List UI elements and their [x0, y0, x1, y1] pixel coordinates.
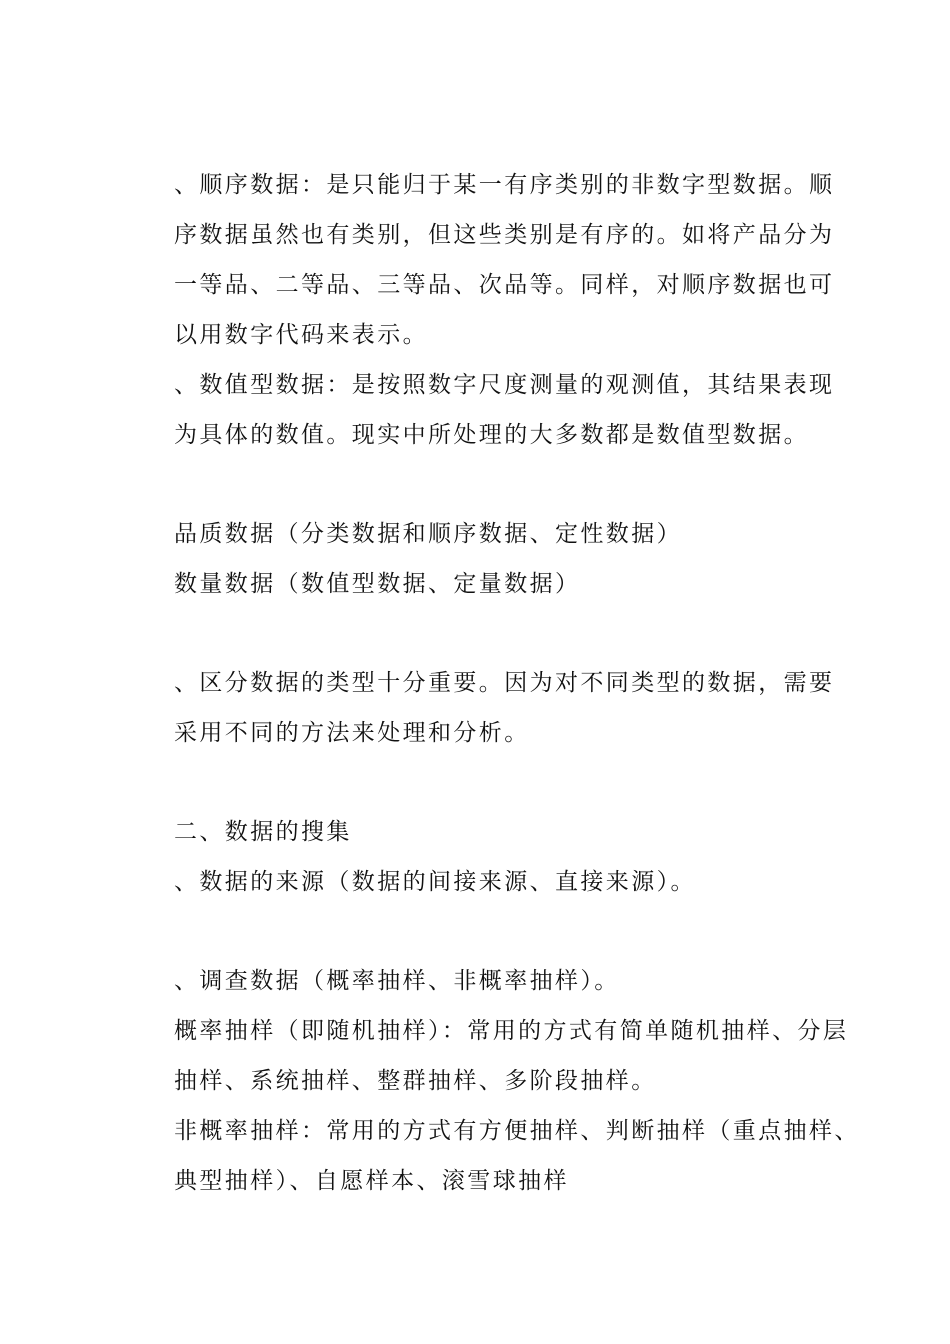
nonprobability-sampling-line-2: 典型抽样）、自愿样本、滚雪球抽样: [174, 1168, 569, 1194]
quantity-data-line: 数量数据（数值型数据、定量数据）: [174, 571, 581, 597]
numeric-data-line-1: 、数值型数据：是按照数字尺度测量的观测值，其结果表现: [174, 372, 835, 398]
ordinal-data-line-1: 、顺序数据：是只能归于某一有序类别的非数字型数据。顺: [174, 172, 835, 198]
probability-sampling-line-2: 抽样、系统抽样、整群抽样、多阶段抽样。: [174, 1068, 657, 1094]
ordinal-data-line-3: 一等品、二等品、三等品、次品等。同样，对顺序数据也可: [174, 272, 835, 298]
probability-sampling-line-1: 概率抽样（即随机抽样）：常用的方式有简单随机抽样、分层: [174, 1018, 849, 1044]
data-sources-line: 、数据的来源（数据的间接来源、直接来源）。: [174, 869, 696, 895]
importance-line-1: 、区分数据的类型十分重要。因为对不同类型的数据，需要: [174, 670, 835, 696]
importance-line-2: 采用不同的方法来处理和分析。: [174, 720, 530, 746]
numeric-data-line-2: 为具体的数值。现实中所处理的大多数都是数值型数据。: [174, 422, 809, 448]
nonprobability-sampling-line-1: 非概率抽样：常用的方式有方便抽样、判断抽样（重点抽样、: [174, 1118, 860, 1144]
ordinal-data-line-4: 以用数字代码来表示。: [174, 322, 428, 348]
survey-data-line: 、调查数据（概率抽样、非概率抽样）。: [174, 968, 620, 994]
quality-data-line: 品质数据（分类数据和顺序数据、定性数据）: [174, 521, 682, 547]
section-two-title: 二、数据的搜集: [174, 819, 352, 845]
ordinal-data-line-2: 序数据虽然也有类别，但这些类别是有序的。如将产品分为: [174, 222, 835, 248]
